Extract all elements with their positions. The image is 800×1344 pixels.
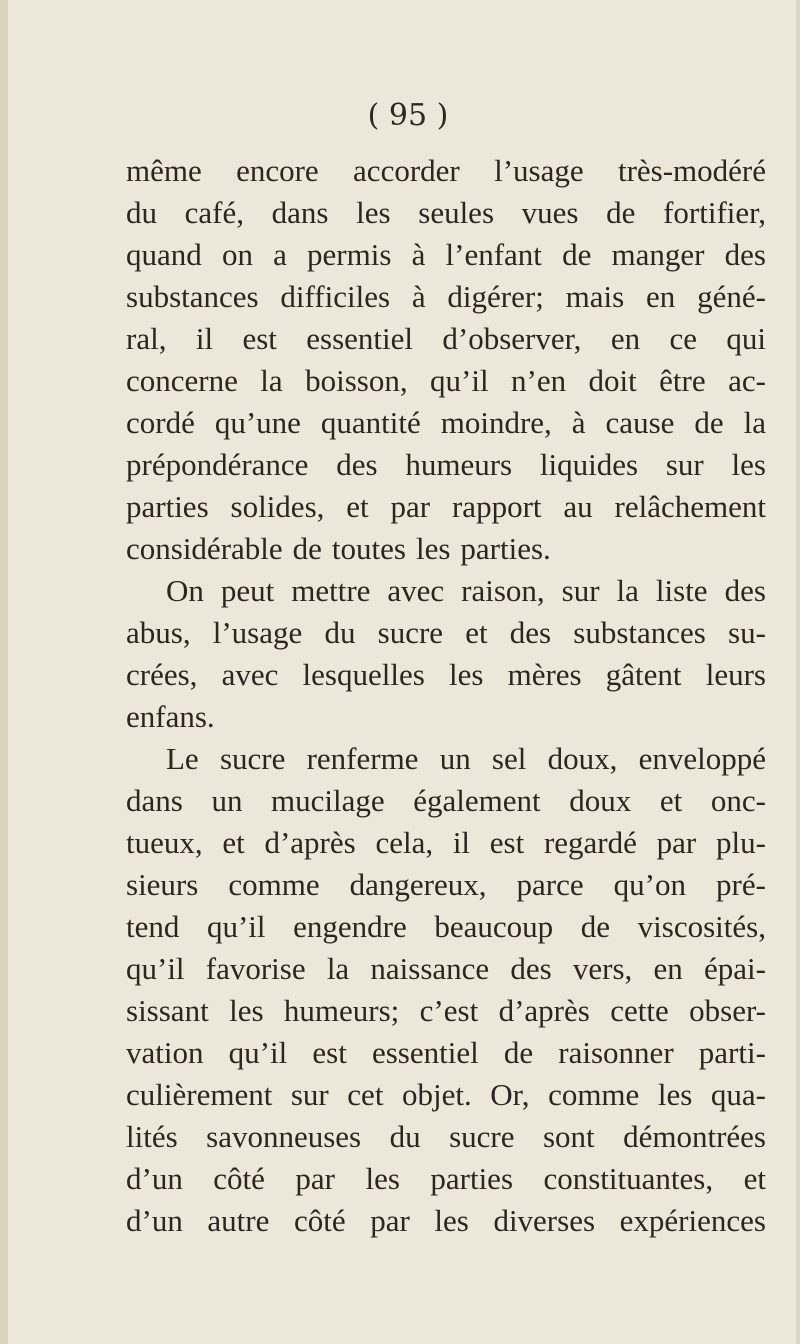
body-text <box>126 150 766 1242</box>
text-line: du café, dans les seules vues de fortifier, <box>126 195 766 230</box>
text-line: sieurs comme dangereux, parce qu’on pré- <box>126 867 766 902</box>
page-number: ( 95 ) <box>367 98 449 133</box>
text-line: d’un côté par les parties constituantes, et <box>126 1161 766 1196</box>
text-line: On peut mettre avec raison, sur la liste des <box>166 573 766 608</box>
text-line: substances difficiles à digérer; mais en géné- <box>126 279 766 314</box>
text-line: parties solides, et par rapport au relâchement <box>126 489 766 524</box>
text-line: Le sucre renferme un sel doux, enveloppé <box>166 741 766 776</box>
text-line: prépondérance des humeurs liquides sur les <box>126 447 766 482</box>
text-line: tueux, et d’après cela, il est regardé par plu- <box>126 825 766 860</box>
text-line: d’un autre côté par les diverses expériences <box>126 1203 766 1238</box>
text-line: considérable de toutes les parties. <box>126 531 551 566</box>
text-line: vation qu’il est essentiel de raisonner parti- <box>126 1035 766 1070</box>
text-line: cordé qu’une quantité moindre, à cause de la <box>126 405 766 440</box>
text-line: même encore accorder l’usage très-modéré <box>126 153 766 188</box>
text-line: sissant les humeurs; c’est d’après cette obser- <box>126 993 766 1028</box>
text-line: abus, l’usage du sucre et des substances su- <box>126 615 766 650</box>
text-line: concerne la boisson, qu’il n’en doit être ac- <box>126 363 766 398</box>
text-line: ral, il est essentiel d’observer, en ce qui <box>126 321 766 356</box>
text-line: dans un mucilage également doux et onc- <box>126 783 766 818</box>
text-line: crées, avec lesquelles les mères gâtent leurs <box>126 657 766 692</box>
text-line: quand on a permis à l’enfant de manger des <box>126 237 766 272</box>
text-line: culièrement sur cet objet. Or, comme les qua- <box>126 1077 766 1112</box>
text-line: tend qu’il engendre beaucoup de viscosités, <box>126 909 766 944</box>
text-line: lités savonneuses du sucre sont démontrées <box>126 1119 766 1154</box>
text-line: enfans. <box>126 699 215 734</box>
text-line: qu’il favorise la naissance des vers, en épai- <box>126 951 766 986</box>
